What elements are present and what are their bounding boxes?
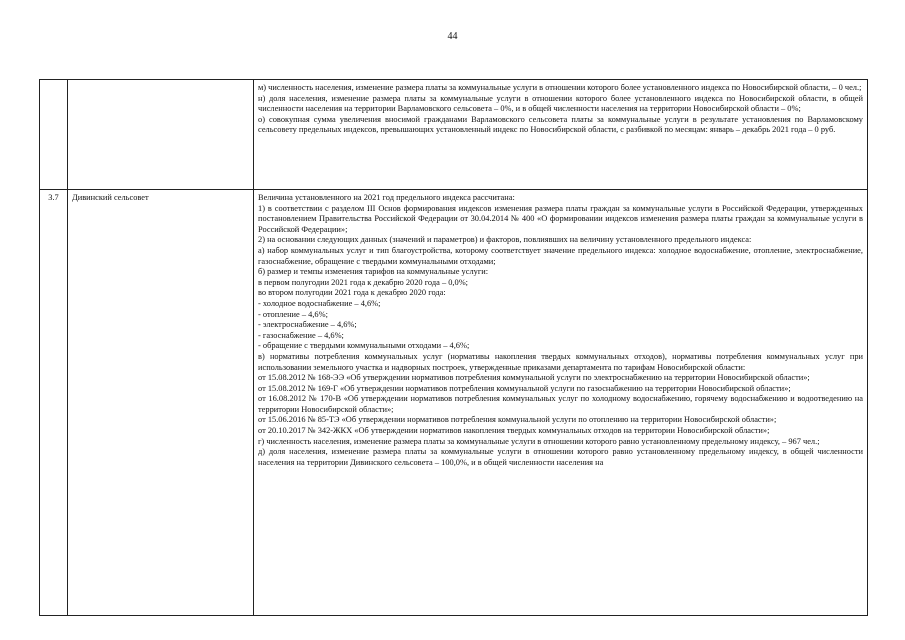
paragraph: 1) в соответствии с разделом III Основ формирования индексов изменения размера платы граждан за коммунальные услуги в Российской Федерации, утвержденных постановлением Правительства Российской Федерации от 30.04.2014 № 400 «О формировании индексов изменения размера платы граждан за коммунальные услуги в Российской Федерации»; bbox=[258, 203, 863, 234]
paragraph: м) численность населения, изменение размера платы за коммунальные услуги в отношении которого более установленного индекса по Новосибирской области, – 0 чел.; bbox=[258, 83, 862, 92]
paragraph: - газоснабжение – 4,6%; bbox=[258, 330, 344, 340]
paragraph: - электроснабжение – 4,6%; bbox=[258, 320, 357, 330]
paragraph: от 20.10.2017 № 342-ЖКХ «Об утверждении нормативов накопления твердых коммунальных отходов на территории Новосибирской области»; bbox=[258, 426, 770, 436]
paragraph: - отопление – 4,6%; bbox=[258, 309, 328, 319]
row-text-cell bbox=[254, 190, 868, 616]
paragraph: б) размер и темпы изменения тарифов на коммунальные услуги: bbox=[258, 267, 489, 277]
paragraph: о) совокупная сумма увеличения вносимой гражданами Варламовского сельсовета платы за коммунальные услуги в результате установления по Варламовскому сельсовету предельных индексов, превышающих установленный индекс по Новосибирской области, с разбивкой по месяцам: январь – декабрь 2021 года – 0 руб. bbox=[258, 114, 863, 135]
paragraph: от 16.08.2012 № 170-В «Об утверждении нормативов потребления коммунальных услуг по холодному водоснабжению, горячему водоснабжению и водоотведению на территории Новосибирской области»; bbox=[258, 394, 863, 414]
paragraph: в) нормативы потребления коммунальных услуг (нормативы накопления твердых коммунальных отходов), нормативы потребления коммунальных услуг при использовании земельного участка и надворных построек, утвержденные приказами департамента по тарифам Новосибирской области: bbox=[258, 351, 863, 372]
paragraph: от 15.08.2012 № 168-ЭЭ «Об утверждении нормативов потребления коммунальной услуги по электроснабжению на территории Новосибирской области»; bbox=[258, 373, 810, 383]
paragraph: Величина установленного на 2021 год предельного индекса рассчитана: bbox=[258, 193, 515, 202]
page-number: 44 bbox=[447, 31, 458, 42]
paragraph: 2) на основании следующих данных (значений и параметров) и факторов, повлиявших на величину установленного предельного индекса: bbox=[258, 235, 752, 245]
paragraph: г) численность населения, изменение размера платы за коммунальные услуги в отношении которого равно установленному предельному индексу, – 967 чел.; bbox=[258, 436, 820, 446]
row-number-cell bbox=[40, 80, 68, 190]
row-name-cell bbox=[68, 80, 254, 190]
table-row bbox=[40, 190, 868, 616]
paragraph: в первом полугодии 2021 года к декабрю 2020 года – 0,0%; bbox=[258, 277, 468, 287]
row-number-cell: 3.7 bbox=[40, 190, 68, 616]
paragraph: от 15.06.2016 № 85-ТЭ «Об утверждении нормативов потребления коммунальной услуги по отоплению на территории Новосибирской области»; bbox=[258, 415, 777, 425]
paragraph: от 15.08.2012 № 169-Г «Об утверждении нормативов потребления коммунальной услуги по газоснабжению на территории Новосибирской области»; bbox=[258, 383, 791, 393]
paragraph: н) доля населения, изменение размера платы за коммунальные услуги в отношении которого более установленного индекса по Новосибирской области, в общей численности населения на территории Варламовского сельсовета – 0%, и в общей численности населения на территории Новосибирской области – 0%; bbox=[258, 93, 863, 114]
paragraph: во втором полугодии 2021 года к декабрю 2020 года: bbox=[258, 288, 446, 298]
row-text-cell bbox=[254, 80, 868, 190]
document-table bbox=[39, 79, 868, 616]
paragraph: а) набор коммунальных услуг и тип благоустройства, которому соответствует значение предельного индекса: холодное водоснабжение, отопление, электроснабжение, газоснабжение, обращение с твердыми коммунальными отходами; bbox=[258, 245, 863, 266]
paragraph: д) доля населения, изменение размера платы за коммунальные услуги в отношении которого равно установленному предельному индексу, в общей численности населения на территории Дивинского сельсовета – 100,0%, и в общей численности населения на bbox=[258, 447, 863, 467]
paragraph: - холодное водоснабжение – 4,6%; bbox=[258, 298, 381, 308]
paragraph: - обращение с твердыми коммунальными отходами – 4,6%; bbox=[258, 341, 470, 351]
row-name-cell: Дивинский сельсовет bbox=[68, 190, 254, 616]
table-row bbox=[40, 80, 868, 190]
